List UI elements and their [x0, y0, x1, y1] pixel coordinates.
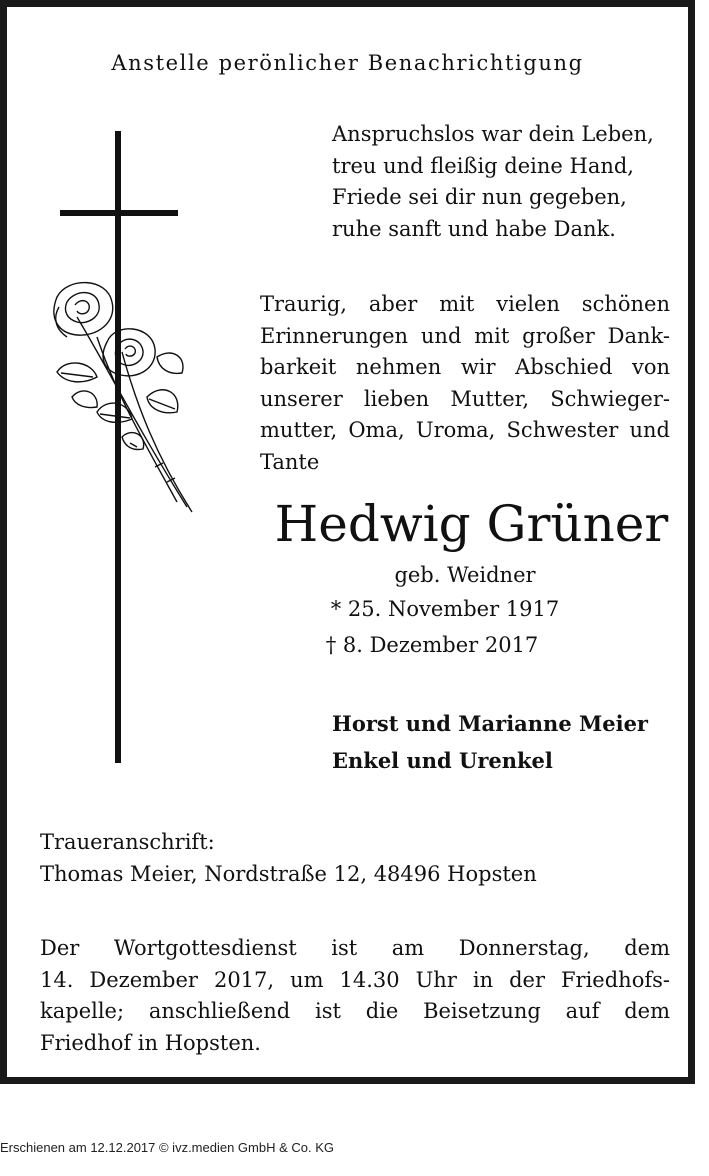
publication-footer: Erschienen am 12.12.2017 © ivz.medien GmbH & Co. KG: [0, 1140, 335, 1155]
mourner-line: Enkel und Urenkel: [332, 748, 553, 773]
poem-line: ruhe sanft und habe Dank.: [332, 216, 616, 241]
address-label: Traueranschrift:: [40, 830, 215, 854]
deceased-name: Hedwig Grüner: [274, 495, 669, 553]
death-date: † 8. Dezember 2017: [325, 633, 539, 657]
mourner-line: Horst und Marianne Meier: [332, 711, 648, 736]
condolence-address: [40, 827, 537, 890]
service-line: 14. Dezember 2017, um 14.30 Uhr in der Friedhofs-: [40, 967, 670, 992]
poem: [332, 119, 654, 245]
header-line: Anstelle perönlicher Benachrichtigung: [111, 51, 584, 75]
address-value: Thomas Meier, Nordstraße 12, 48496 Hopsten: [40, 861, 537, 886]
intro-text: [260, 289, 670, 478]
service-line: kapelle; anschließend ist die Beisetzung auf dem: [40, 999, 670, 1023]
service-info: [40, 933, 670, 1059]
roses-illustration: [37, 277, 207, 537]
mourners: [332, 705, 648, 779]
poem-line: Anspruchslos war dein Leben,: [332, 122, 654, 146]
cross-horizontal-bar: [60, 210, 178, 216]
service-line: Friedhof in Hopsten.: [40, 1030, 261, 1055]
intro-line: unserer lieben Mutter, Schwieger-: [260, 386, 670, 411]
intro-line: barkeit nehmen wir Abschied von: [260, 355, 670, 379]
service-line: Der Wortgottesdienst ist am Donnerstag, dem: [40, 936, 670, 960]
intro-line: Tante: [260, 449, 320, 474]
poem-line: treu und fleißig deine Hand,: [332, 153, 634, 178]
poem-line: Friede sei dir nun gegeben,: [332, 185, 627, 209]
intro-line: Traurig, aber mit vielen schönen: [260, 292, 670, 316]
intro-line: Erinnerungen und mit großer Dank-: [260, 323, 670, 348]
intro-line: mutter, Oma, Uroma, Schwester und: [260, 418, 670, 442]
birth-date: * 25. November 1917: [330, 597, 560, 621]
birth-name: geb. Weidner: [394, 563, 536, 587]
